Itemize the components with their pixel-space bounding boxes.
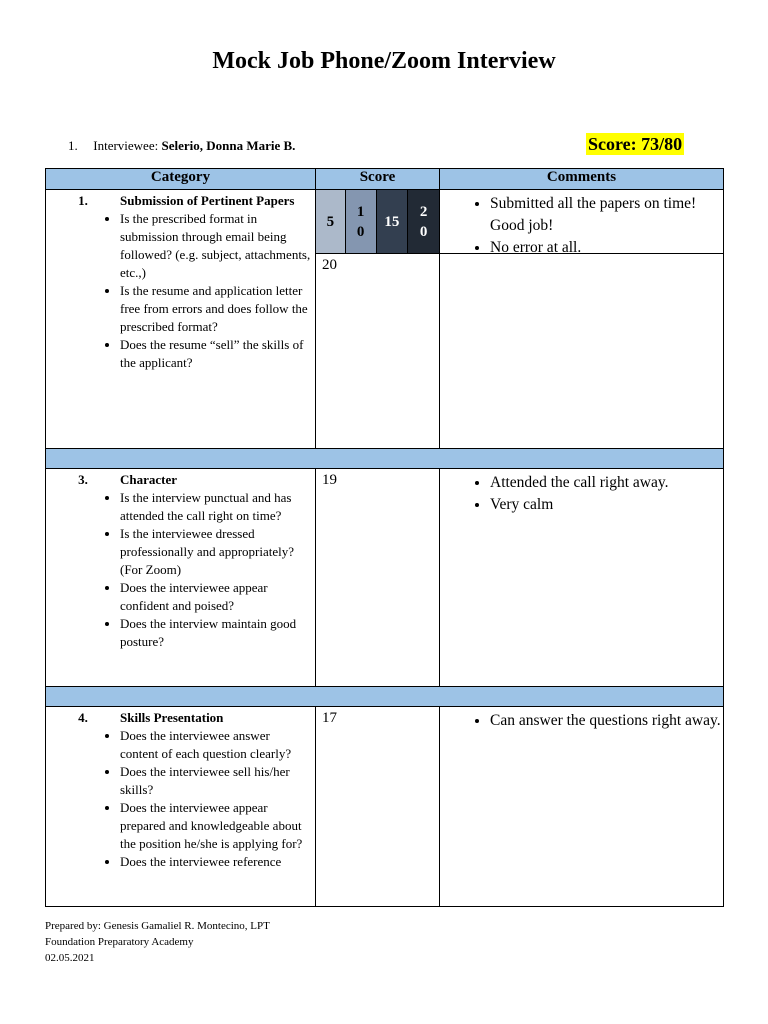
score-value: 20 [322, 257, 337, 273]
question-item: • Is the resume and application letter free from errors and does follow the prescribed format? [120, 282, 311, 336]
interviewee-number: 1. [68, 138, 78, 153]
evaluation-table [45, 168, 724, 907]
interviewee-name: Selerio, Donna Marie B. [161, 138, 296, 153]
category-header: Category [46, 169, 316, 190]
question-item: • Does the interviewee answer content of each question clearly? [120, 727, 311, 763]
question-list [46, 727, 311, 871]
comment-item: • Can answer the questions right away. [490, 710, 723, 732]
category-cell [46, 469, 316, 687]
score-header: Score [316, 169, 440, 190]
category-cell [46, 190, 316, 449]
comment-list [440, 193, 723, 259]
footer [45, 918, 270, 966]
comment-list [440, 472, 723, 516]
category-title: Skills Presentation [120, 710, 224, 725]
scale-15: 15 [377, 190, 409, 253]
comment-list [440, 710, 723, 732]
question-list [46, 489, 311, 651]
category-cell [46, 707, 316, 907]
question-item: • Does the interview maintain good posture? [120, 615, 311, 651]
question-item: • Does the interviewee appear prepared and knowledgeable about the position he/she is applying for? [120, 799, 311, 853]
comment-item: • No error at all. [490, 237, 723, 259]
question-item: • Is the interview punctual and has attended the call right on time? [120, 489, 311, 525]
total-score-badge: Score: 73/80 [588, 134, 683, 154]
comment-item: • Submitted all the papers on time! Good job! [490, 193, 723, 237]
header-row [46, 169, 724, 190]
category-title: Character [120, 472, 178, 487]
score-scale [316, 190, 439, 254]
score-cell [316, 190, 440, 449]
table-row [46, 707, 724, 907]
question-item: • Does the interviewee sell his/her skills? [120, 763, 311, 799]
prepared-by: Prepared by: Genesis Gamaliel R. Montecino, LPT [45, 920, 270, 932]
score-cell [316, 469, 440, 687]
category-number: 3. [78, 472, 88, 487]
scale-5: 5 [316, 190, 346, 253]
interviewee-label: Interviewee: [93, 138, 159, 153]
question-item: • Is the interviewee dressed professionally and appropriately? (For Zoom) [120, 525, 311, 579]
scale-20: 2 0 [408, 190, 439, 253]
table-row [46, 469, 724, 687]
comments-cell [440, 469, 724, 687]
interviewee-line [68, 138, 295, 154]
score-value: 17 [322, 710, 337, 726]
page-title: Mock Job Phone/Zoom Interview [212, 48, 556, 74]
category-number: 1. [78, 193, 88, 208]
table-row [46, 190, 724, 449]
category-number: 4. [78, 710, 88, 725]
question-item: • Is the prescribed format in submission through email being followed? (e.g. subject, attachments, etc.,) [120, 210, 311, 282]
separator-row [46, 687, 724, 707]
date: 02.05.2021 [45, 952, 95, 964]
question-item: • Does the interviewee reference [120, 853, 311, 871]
category-title: Submission of Pertinent Papers [120, 193, 295, 208]
question-item: • Does the resume “sell” the skills of the applicant? [120, 336, 311, 372]
comment-item: • Very calm [490, 494, 723, 516]
separator-row [46, 449, 724, 469]
comments-cell [440, 707, 724, 907]
scale-10: 1 0 [346, 190, 377, 253]
score-cell [316, 707, 440, 907]
organization: Foundation Preparatory Academy [45, 936, 194, 948]
question-list [46, 210, 311, 372]
score-value: 19 [322, 472, 337, 488]
comments-header: Comments [440, 169, 724, 190]
question-item: • Does the interviewee appear confident and poised? [120, 579, 311, 615]
comment-item: • Attended the call right away. [490, 472, 723, 494]
comments-cell [440, 190, 724, 449]
